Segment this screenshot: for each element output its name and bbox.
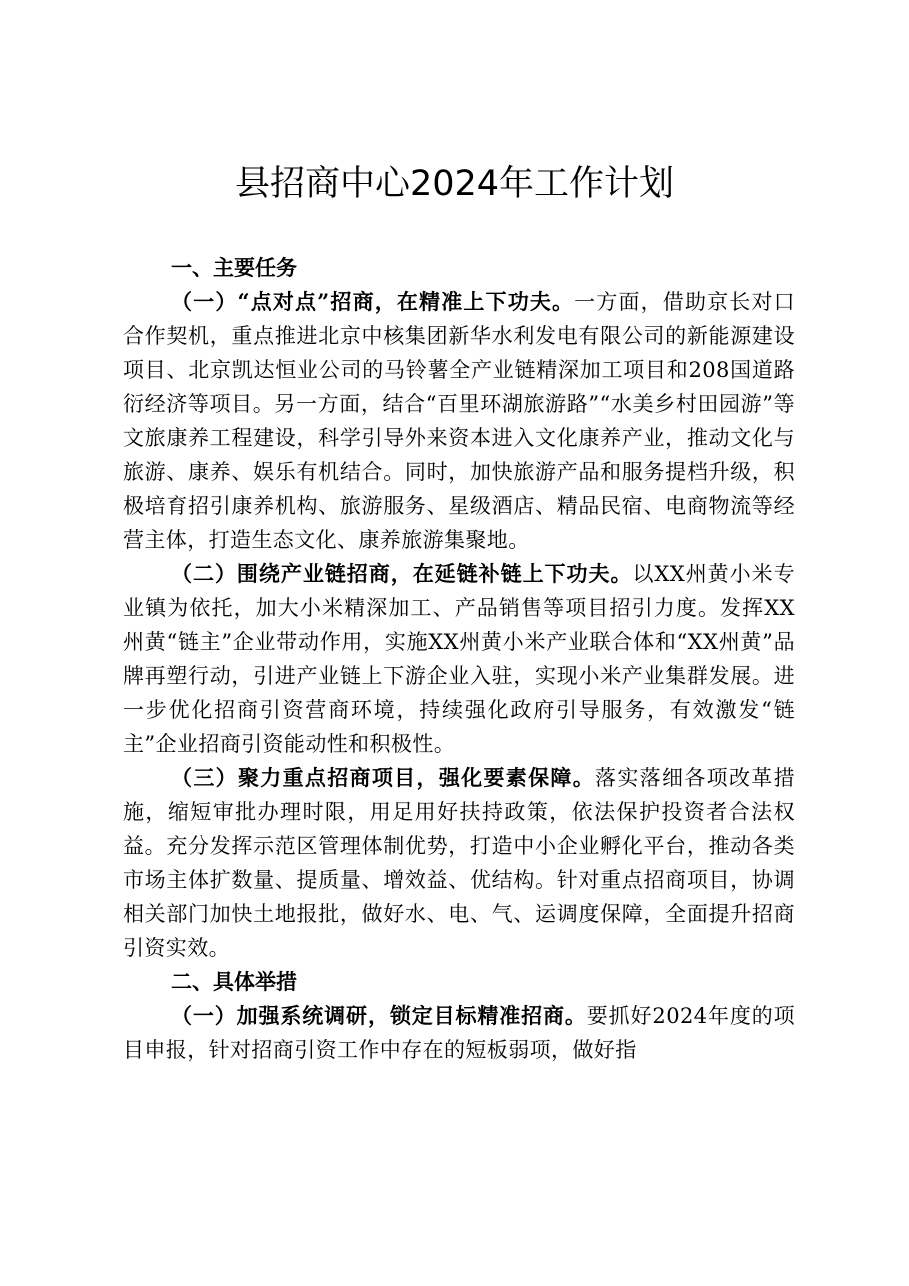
paragraph-text: 要抓好2024年度的项目申报，针对招商引资工作中存在的短板弱项，做好指: [123, 1004, 796, 1062]
paragraph-text: 一方面，借助京长对口合作契机，重点推进北京中核集团新华水利发电有限公司的新能源建设项目、北京凯达恒业公司的马铃薯全产业链精深加工项目和208国道路衍经济等项目。另一方面，结合“百里环湖旅游路”“水美乡村田园游”等文旅康养工程建设，科学引导外来资本进入文化康养产业，推动文化与旅游、康养、娱乐有机结合。同时，加快旅游产品和服务提档升级，积极培育招引康养机构、旅游服务、星级酒店、精品民宿、电商物流等经营主体，打造生态文化、康养旅游集聚地。: [123, 290, 795, 552]
section-heading-specific-measures: 二、具体举措: [171, 970, 297, 994]
document-body: [123, 251, 795, 1067]
paragraph-systematic-research: [123, 999, 795, 1067]
section-heading-main-tasks: 一、主要任务: [171, 256, 297, 280]
paragraph-text: 以XX州黄小米专业镇为依托，加大小米精深加工、产品销售等项目招引力度。发挥XX州黄“链主”企业带动作用，实施XX州黄小米产业联合体和“XX州黄”品牌再塑行动，引进产业链上下游企业入驻，实现小米产业集群发展。进一步优化招商引资营商环境，持续强化政府引导服务，有效激发“链主”企业招商引资能动性和积极性。: [123, 562, 795, 756]
paragraph-point-to-point: [123, 285, 795, 557]
paragraph-text: 落实落细各项改革措施，缩短审批办理时限，用足用好扶持政策，依法保护投资者合法权益。充分发挥示范区管理体制优势，打造中小企业孵化平台，推动各类市场主体扩数量、提质量、增效益、优结构。针对重点招商项目，协调相关部门加快土地报批，做好水、电、气、运调度保障，全面提升招商引资实效。: [123, 766, 795, 960]
paragraph-lead: （三）聚力重点招商项目，强化要素保障。: [171, 765, 596, 790]
paragraph-industry-chain: [123, 557, 795, 761]
paragraph-key-projects: [123, 761, 795, 965]
paragraph-lead: （二）围绕产业链招商，在延链补链上下功夫。: [171, 561, 633, 586]
document-title: 县招商中心2024年工作计划: [234, 164, 675, 204]
paragraph-lead: （一）加强系统调研，锁定目标精准招商。: [171, 1003, 587, 1028]
paragraph-lead: （一）“点对点”招商，在精准上下功夫。: [171, 289, 575, 314]
